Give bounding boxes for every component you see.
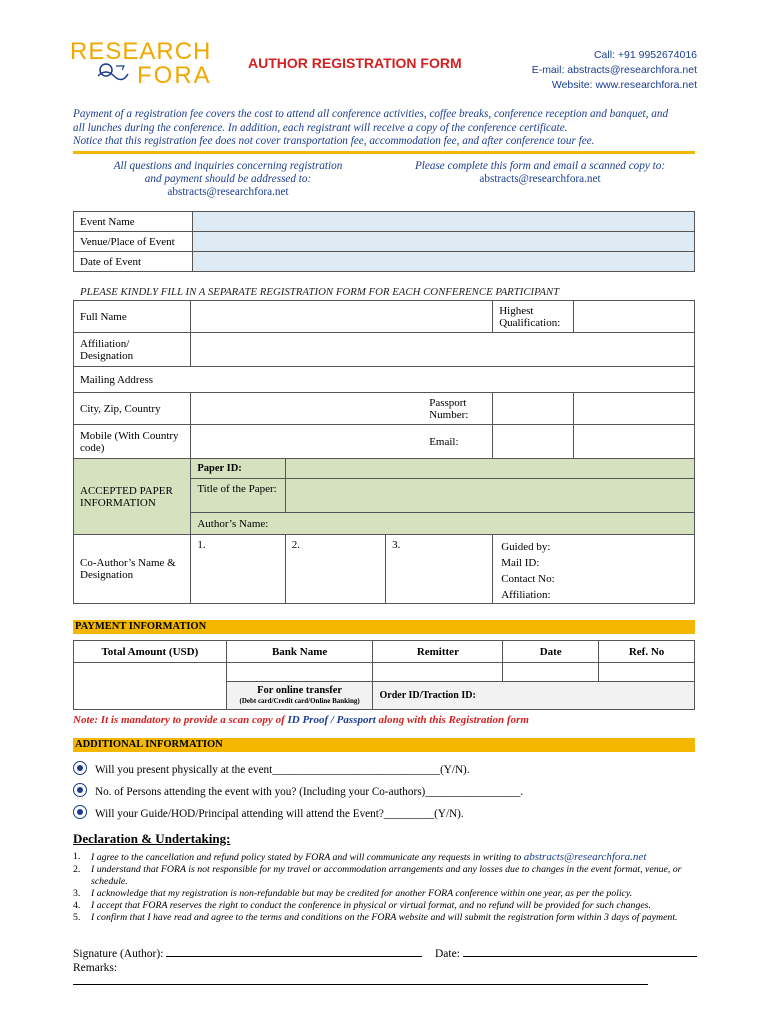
bank-name-header: Bank Name: [226, 641, 373, 663]
coauthor-3-field[interactable]: 3.: [386, 535, 493, 604]
date-line: [435, 946, 697, 960]
contact-no-label: Contact No:: [501, 573, 555, 585]
remarks-block: [73, 962, 648, 988]
full-name-label: Full Name: [74, 301, 191, 333]
passport-text: Passport Number:: [429, 396, 469, 421]
signature-label: Signature (Author):: [73, 948, 164, 960]
inquiries-email-link[interactable]: abstracts@researchfora.net: [167, 186, 289, 198]
list-item: [73, 912, 693, 924]
radio-bullet-icon: [73, 783, 87, 797]
accepted-paper-label: ACCEPTED PAPER INFORMATION: [74, 459, 191, 535]
mandatory-doc: ID Proof / Passport: [287, 714, 376, 726]
contact-call: Call: +91 9952674016: [593, 49, 697, 61]
question-guide: [73, 805, 464, 820]
contact-website[interactable]: Website: www.researchfora.net: [551, 79, 697, 91]
list-item: [73, 900, 693, 912]
passport-field[interactable]: [574, 393, 695, 425]
item-text: I confirm that I have read and agree to the terms and conditions on the FORA website and will submit the registration form within 3 days of payment.: [91, 912, 678, 923]
additional-heading: ADDITIONAL INFORMATION: [73, 738, 695, 752]
table-row: [74, 425, 695, 459]
remitter-header: Remitter: [373, 641, 503, 663]
guided-by-label: Guided by:: [501, 541, 551, 553]
guide-affiliation-label: Affiliation:: [501, 589, 551, 601]
form-title: AUTHOR REGISTRATION FORM: [248, 55, 462, 71]
total-amount-header: Total Amount (USD): [74, 641, 227, 663]
table-row: [74, 333, 695, 367]
mobile-label: Mobile (With Country code): [74, 425, 191, 459]
affiliation-label: Affiliation/ Designation: [74, 333, 191, 367]
online-transfer-text: For online transfer: [257, 684, 343, 696]
intro-line: Notice that this registration fee does not cover transportation fee, accommodation fee, and after conference tour fee.: [73, 135, 595, 147]
email-field[interactable]: [574, 425, 695, 459]
email-text: Email:: [429, 435, 459, 448]
table-row: [74, 301, 695, 333]
separate-form-instruction: PLEASE KINDLY FILL IN A SEPARATE REGISTRATION FORM FOR EACH CONFERENCE PARTICIPANT: [80, 286, 560, 298]
table-row: [74, 232, 695, 252]
logo-wave-icon: [96, 60, 130, 82]
list-item: [73, 888, 693, 900]
question-present-text[interactable]: Will you present physically at the event______________________________(Y/N).: [95, 764, 470, 776]
note-line: Please complete this form and email a scanned copy to:: [414, 160, 666, 172]
table-row: [74, 367, 695, 393]
event-date-field[interactable]: [193, 252, 695, 272]
declaration-title: Declaration & Undertaking:: [73, 831, 231, 846]
declaration-email-link[interactable]: abstracts@researchfora.net: [523, 851, 647, 863]
event-name-field[interactable]: [193, 212, 695, 232]
question-guide-text[interactable]: Will your Guide/HOD/Principal attending will attend the Event?_________(Y/N).: [95, 808, 464, 820]
item-text: [91, 851, 646, 864]
coauthor-1-field[interactable]: 1.: [191, 535, 285, 604]
mail-id-label: Mail ID:: [501, 557, 540, 569]
question-persons: [73, 783, 523, 798]
contact-block: [532, 48, 697, 93]
submit-note: [398, 160, 682, 186]
table-row: [74, 212, 695, 232]
venue-label: Venue/Place of Event: [74, 232, 193, 252]
gold-divider: [73, 151, 695, 154]
event-date-label: Date of Event: [74, 252, 193, 272]
online-transfer-label: [226, 682, 373, 710]
table-row: [74, 641, 695, 663]
mailing-address-label: Mailing Address: [74, 367, 695, 393]
list-item: [73, 851, 693, 864]
email-label: [429, 425, 574, 459]
date-label: Date:: [435, 948, 460, 960]
declaration-list: [73, 851, 693, 924]
coauthor-label: Co-Author’s Name & Designation: [74, 535, 191, 604]
guide-info-field[interactable]: [493, 535, 695, 604]
qualification-field[interactable]: [574, 301, 695, 333]
full-name-field[interactable]: [191, 301, 493, 333]
inquiries-note: [100, 160, 356, 199]
order-id-field[interactable]: Order ID/Traction ID:: [373, 682, 695, 710]
item-number: 3.: [73, 888, 81, 899]
question-persons-text[interactable]: No. of Persons attending the event with you? (Including your Co-authors)_________________.: [95, 786, 524, 798]
passport-label: [429, 393, 574, 425]
item-text: I acknowledge that my registration is non-refundable but may be credited for another FORA conference within one year, as per the policy.: [91, 888, 633, 899]
logo-research-text: RESEARCH: [70, 38, 212, 65]
signature-field[interactable]: [166, 946, 422, 957]
item-number: 2.: [73, 864, 81, 875]
mandatory-prefix: Note: It is mandatory to provide a scan copy of: [73, 714, 288, 726]
mandatory-note: [73, 714, 529, 726]
paper-title-field[interactable]: [285, 479, 694, 513]
submit-email-link[interactable]: abstracts@researchfora.net: [479, 173, 601, 185]
remarks-field[interactable]: [73, 974, 648, 985]
participant-table: [73, 300, 695, 604]
date-field[interactable]: [503, 663, 599, 682]
item-number: 4.: [73, 900, 81, 911]
intro-line: Payment of a registration fee covers the cost to attend all conference activities, coffee breaks, conference reception and banquet, and: [73, 108, 669, 120]
item-text: I understand that FORA is not responsible for my travel or accommodation arrangements and any losses due to changes in the event format, venue, or schedule.: [91, 864, 682, 887]
ref-no-header: Ref. No: [599, 641, 695, 663]
remitter-field[interactable]: [373, 663, 503, 682]
qualification-text: Highest Qualification:: [499, 304, 561, 329]
note-line: and payment should be addressed to:: [144, 173, 312, 185]
intro-line: all lunches during the conference. In addition, each registrant will receive a copy of the conference certificate.: [73, 121, 568, 134]
city-label: City, Zip, Country: [74, 393, 191, 425]
payment-table: [73, 640, 695, 710]
table-row: [74, 393, 695, 425]
bank-name-field[interactable]: [226, 663, 373, 682]
affiliation-field[interactable]: [191, 333, 695, 367]
radio-bullet-icon: [73, 761, 87, 775]
coauthor-2-field[interactable]: 2.: [285, 535, 385, 604]
note-line: All questions and inquiries concerning registration: [113, 160, 343, 172]
total-amount-field[interactable]: [74, 663, 227, 710]
list-item: [73, 864, 693, 888]
paper-title-label: Title of the Paper:: [191, 479, 285, 513]
mandatory-suffix: along with this Registration form: [375, 714, 529, 726]
item-text-body: I agree to the cancellation and refund policy stated by FORA and will communicate any requests in writing to: [91, 852, 524, 863]
paper-id-field[interactable]: [285, 459, 694, 479]
online-transfer-sub: (Debt card/Credit card/Online Banking): [239, 696, 360, 705]
venue-field[interactable]: [193, 232, 695, 252]
remarks-label: Remarks:: [73, 962, 118, 974]
event-table: [73, 211, 695, 272]
signature-line: [73, 946, 422, 960]
authors-name-label: Author’s Name:: [191, 513, 695, 535]
table-row: [74, 252, 695, 272]
question-present: [73, 761, 470, 776]
item-text: I accept that FORA reserves the right to conduct the conference in physical or virtual format, and no refund will be provided for such changes.: [91, 900, 651, 911]
item-number: 1.: [73, 851, 81, 862]
table-row: [74, 459, 695, 479]
radio-bullet-icon: [73, 805, 87, 819]
logo-fora-text: FORA: [137, 62, 212, 89]
table-row: [74, 663, 695, 682]
table-row: [74, 535, 695, 604]
contact-email[interactable]: E-mail: abstracts@researchfora.net: [531, 64, 697, 76]
item-number: 5.: [73, 912, 81, 923]
ref-no-field[interactable]: [599, 663, 695, 682]
payment-heading: PAYMENT INFORMATION: [73, 620, 695, 634]
date-header: Date: [503, 641, 599, 663]
qualification-label: [493, 301, 574, 333]
intro-paragraph: [73, 108, 703, 149]
signature-date-field[interactable]: [463, 946, 697, 957]
event-name-label: Event Name: [74, 212, 193, 232]
paper-id-label: Paper ID:: [191, 459, 285, 479]
